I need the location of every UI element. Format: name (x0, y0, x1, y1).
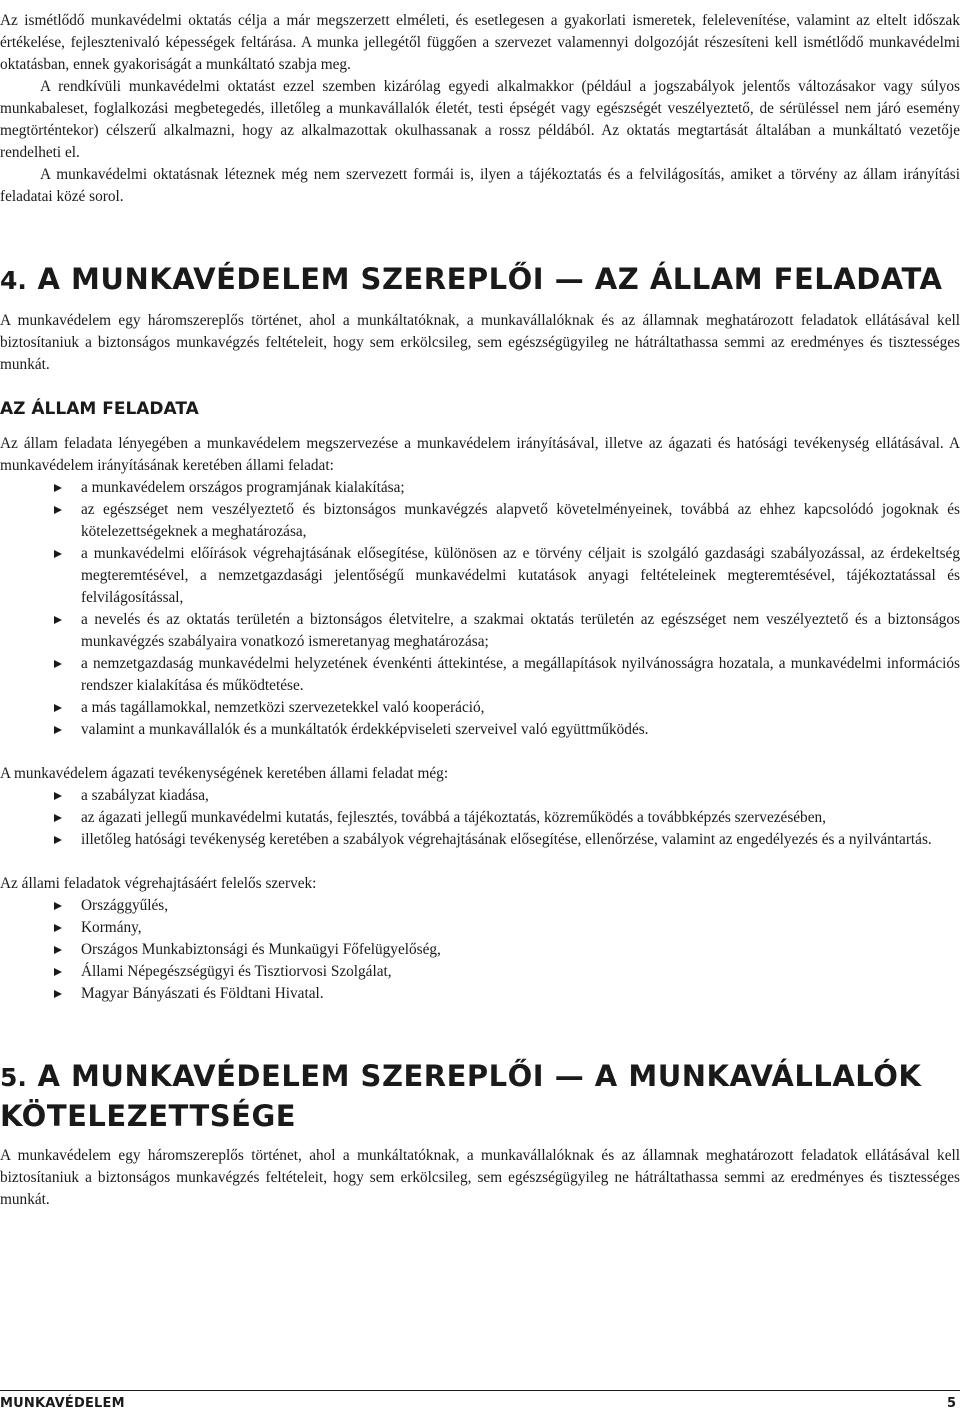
footer-divider (0, 1390, 960, 1391)
list-item: a munkavédelem országos programjának kialakítása; (0, 477, 960, 499)
bullet-triangle-icon (54, 924, 62, 932)
intro-paragraph-2: A rendkívüli munkavédelmi oktatást ezzel szemben kizárólag egyedi alkalmakkor (például a jogszabályok jelentős változásakor vagy súlyos munkabaleset, foglalkozási megbetegedés, illetőleg a munkavállalók életét, testi épségét vagy egészségét veszélyeztető, de sérüléssel nem járó esemény megtörténtekor) célszerű alkalmazni, hogy az alkalmazottak okulhassanak a rossz példából. Az oktatás megtartását általában a munkáltató vezetője rendelheti el. (0, 78, 960, 161)
bullet-triangle-icon (54, 550, 62, 558)
bullet-triangle-icon (54, 814, 62, 822)
list-item: a más tagállamokkal, nemzetközi szervezetekkel való kooperáció, (0, 697, 960, 719)
page-number: 5 (946, 1396, 956, 1411)
section-4-paragraph-3: A munkavédelem ágazati tevékenységének keretében állami feladat még: (0, 765, 449, 782)
section-5-title (0, 1057, 960, 1135)
list-item: Állami Népegészségügyi és Tisztiorvosi Szolgálat, (0, 961, 960, 983)
list-item: Kormány, (0, 917, 960, 939)
bullet-triangle-icon (54, 660, 62, 668)
section-4-paragraph-2: Az állam feladata lényegében a munkavédelem megszervezése a munkavédelem irányításával, illetve az ágazati és hatósági tevékenység ellátásával. A munkavédelem irányításának keretében állami feladat: (0, 435, 960, 474)
bullet-triangle-icon (54, 484, 62, 492)
list-item: a nevelés és az oktatás területén a biztonságos életvitelre, a szakmai oktatás területén az egészséget nem veszélyeztető és a biztonságos munkavégzés szabályaira vonatkozó ismeretanyag meghatározása; (0, 609, 960, 653)
state-duties-list (0, 477, 960, 741)
section-4-number: 4. (0, 266, 27, 295)
bullet-triangle-icon (54, 616, 62, 624)
bullet-triangle-icon (54, 902, 62, 910)
bullet-triangle-icon (54, 968, 62, 976)
bullet-triangle-icon (54, 726, 62, 734)
bullet-triangle-icon (54, 990, 62, 998)
intro-paragraph-3: A munkavédelmi oktatásnak léteznek még nem szervezett formái is, ilyen a tájékoztatás és a felvilágosítás, amiket a törvény az állam irányítási feladatai közé sorol. (0, 166, 960, 205)
bullet-triangle-icon (54, 792, 62, 800)
section-4-paragraph-4: Az állami feladatok végrehajtásáért felelős szervek: (0, 875, 317, 892)
list-item: a munkavédelmi előírások végrehajtásának elősegítése, különösen az e törvény céljait is szolgáló gazdasági szabályozással, az érdekeltség megteremtésével, a nemzetgazdasági jelentőségű munkavédelmi kutatások anyagi feltételeinek megteremtésével, tájékoztatással és felvilágosítással, (0, 543, 960, 609)
list-item: Országos Munkabiztonsági és Munkaügyi Főfelügyelőség, (0, 939, 960, 961)
page-content (0, 10, 960, 1211)
section-5-title-line-1: A MUNKAVÉDELEM SZEREPLŐI — A MUNKAVÁLLALÓK (37, 1059, 922, 1093)
list-item: Magyar Bányászati és Földtani Hivatal. (0, 983, 960, 1005)
section-5-number: 5. (0, 1063, 27, 1092)
footer-label: MUNKAVÉDELEM (0, 1396, 125, 1411)
list-item: a nemzetgazdaság munkavédelmi helyzetének évenkénti áttekintése, a megállapítások nyilvánosságra hozatala, a munkavédelmi információs rendszer kialakítása és működtetése. (0, 653, 960, 697)
bullet-triangle-icon (54, 946, 62, 954)
section-4-paragraph-1: A munkavédelem egy háromszereplős történet, ahol a munkáltatóknak, a munkavállalóknak és az államnak meghatározott feladatok ellátásával kell biztosítaniuk a biztonságos munkavégzés feltételeit, hogy sem erkölcsileg, sem egészségügyileg ne hátráltathassa semmi az eredményes és tisztességes munkát. (0, 312, 960, 373)
list-item: a szabályzat kiadása, (0, 785, 960, 807)
state-duties-subtitle: AZ ÁLLAM FELADATA (0, 399, 199, 419)
section-4-title (0, 260, 960, 300)
bullet-triangle-icon (54, 506, 62, 514)
section-5-paragraph-1: A munkavédelem egy háromszereplős történet, ahol a munkáltatóknak, a munkavállalóknak és az államnak meghatározott feladatok ellátásával kell biztosítaniuk a biztonságos munkavégzés feltételeit, hogy sem erkölcsileg, sem egészségügyileg ne hátráltathassa semmi az eredményes és tisztességes munkát. (0, 1147, 960, 1208)
bullet-triangle-icon (54, 836, 62, 844)
list-item: Országgyűlés, (0, 895, 960, 917)
list-item: az egészséget nem veszélyeztető és biztonságos munkavégzés alapvető követelményeinek, továbbá az ehhez kapcsolódó jogoknak és kötelezettségeknek a meghatározása, (0, 499, 960, 543)
section-5-title-line-2: KÖTELEZETTSÉGE (0, 1099, 297, 1133)
list-item: az ágazati jellegű munkavédelmi kutatás, fejlesztés, továbbá a tájékoztatás, közreműködés a továbbképzés szervezésében, (0, 807, 960, 829)
section-4-title-text: A MUNKAVÉDELEM SZEREPLŐI — AZ ÁLLAM FELADATA (37, 262, 943, 296)
list-item: valamint a munkavállalók és a munkáltatók érdekképviseleti szerveivel való együttműködés. (0, 719, 960, 741)
intro-paragraph-1: Az ismétlődő munkavédelmi oktatás célja a már megszerzett elméleti, és esetlegesen a gyakorlati ismeretek, felelevenítése, valamint az eltelt időszak értékelése, fejlesztenivaló képességek feltárása. A munka jellegétől függően a szervezet valamennyi dolgozóját részesíteni kell ismétlődő munkavédelmi oktatásban, ennek gyakoriságát a munkáltató szabja meg. (0, 12, 960, 73)
page-footer (0, 1390, 960, 1420)
bullet-triangle-icon (54, 704, 62, 712)
sector-duties-list (0, 785, 960, 851)
list-item: illetőleg hatósági tevékenység keretében a szabályok végrehajtásának elősegítése, ellenőrzése, valamint az engedélyezés és a nyilvántartás. (0, 829, 960, 851)
responsible-bodies-list (0, 895, 960, 1005)
